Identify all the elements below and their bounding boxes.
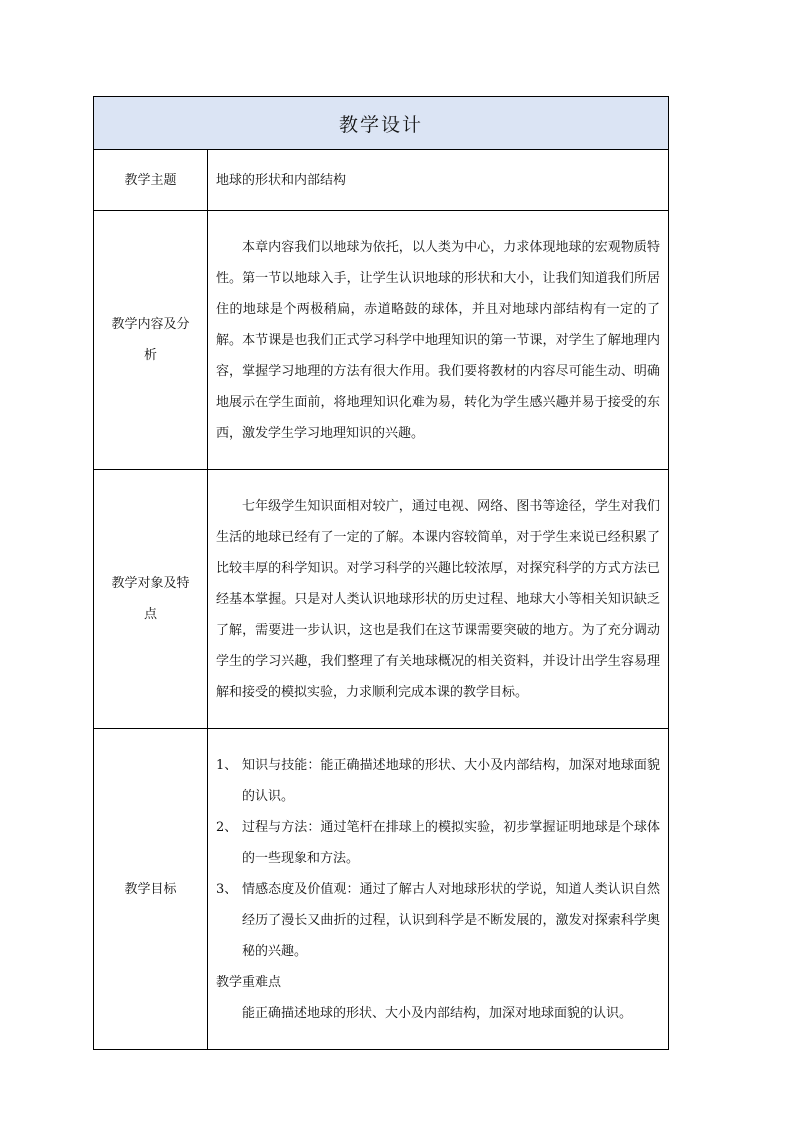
goal-number: 3、 <box>216 881 238 897</box>
goal-item <box>216 874 660 967</box>
target-text: 七年级学生知识面相对较广，通过电视、网络、图书等途径，学生对我们生活的地球已经有了一定的了解。本课内容较简单，对于学生来说已经积累了比较丰厚的科学知识。对学习科学的兴趣比较浓厚，对探究科学的方式方法已经基本掌握。只是对人类认识地球形状的历史过程、地球大小等相关知识缺乏了解，需要进一步认识，这也是我们在这节课需要突破的地方。为了充分调动学生的学习兴趣，我们整理了有关地球概况的相关资料，并设计出学生容易理解和接受的模拟实验，力求顺利完成本课的教学目标。 <box>216 498 660 700</box>
goal-item <box>216 812 660 874</box>
title-row <box>94 97 669 150</box>
goals-row <box>94 729 669 1050</box>
goal-number: 1、 <box>216 757 238 773</box>
content-label: 教学内容及分析 <box>94 211 208 470</box>
key-points-text: 能正确描述地球的形状、大小及内部结构，加深对地球面貌的认识。 <box>242 1005 633 1021</box>
target-row <box>94 470 669 729</box>
content-row <box>94 211 669 470</box>
table-title: 教学设计 <box>94 97 669 150</box>
goals-label: 教学目标 <box>94 729 208 1050</box>
goal-text: 知识与技能：能正确描述地球的形状、大小及内部结构，加深对地球面貌的认识。 <box>242 757 660 804</box>
target-cell <box>208 470 669 729</box>
lesson-plan-table <box>93 96 669 1050</box>
goal-text: 情感态度及价值观：通过了解古人对地球形状的学说，知道人类认识自然经历了漫长又曲折的过程，认识到科学是不断发展的，激发对探索科学奥秘的兴趣。 <box>242 881 660 959</box>
content-text: 本章内容我们以地球为依托，以人类为中心，力求体现地球的宏观物质特性。第一节以地球入手，让学生认识地球的形状和大小，让我们知道我们所居住的地球是个两极稍扁，赤道略鼓的球体，并且对地球内部结构有一定的了解。本节课是也我们正式学习科学中地理知识的第一节课，对学生了解地理内容，掌握学习地理的方法有很大作用。我们要将教材的内容尽可能生动、明确地展示在学生面前，将地理知识化难为易，转化为学生感兴趣并易于接受的东西，激发学生学习地理知识的兴趣。 <box>216 239 660 441</box>
goals-cell <box>208 729 669 1050</box>
goal-item <box>216 750 660 812</box>
target-label: 教学对象及特点 <box>94 470 208 729</box>
subject-label: 教学主题 <box>94 150 208 211</box>
key-points-heading: 教学重难点 <box>216 974 282 990</box>
subject-row <box>94 150 669 211</box>
subject-cell <box>208 150 669 211</box>
goal-text: 过程与方法：通过笔杆在排球上的模拟实验，初步掌握证明地球是个球体的一些现象和方法。 <box>242 819 660 866</box>
content-cell <box>208 211 669 470</box>
subject-value: 地球的形状和内部结构 <box>216 172 347 188</box>
goal-number: 2、 <box>216 819 238 835</box>
